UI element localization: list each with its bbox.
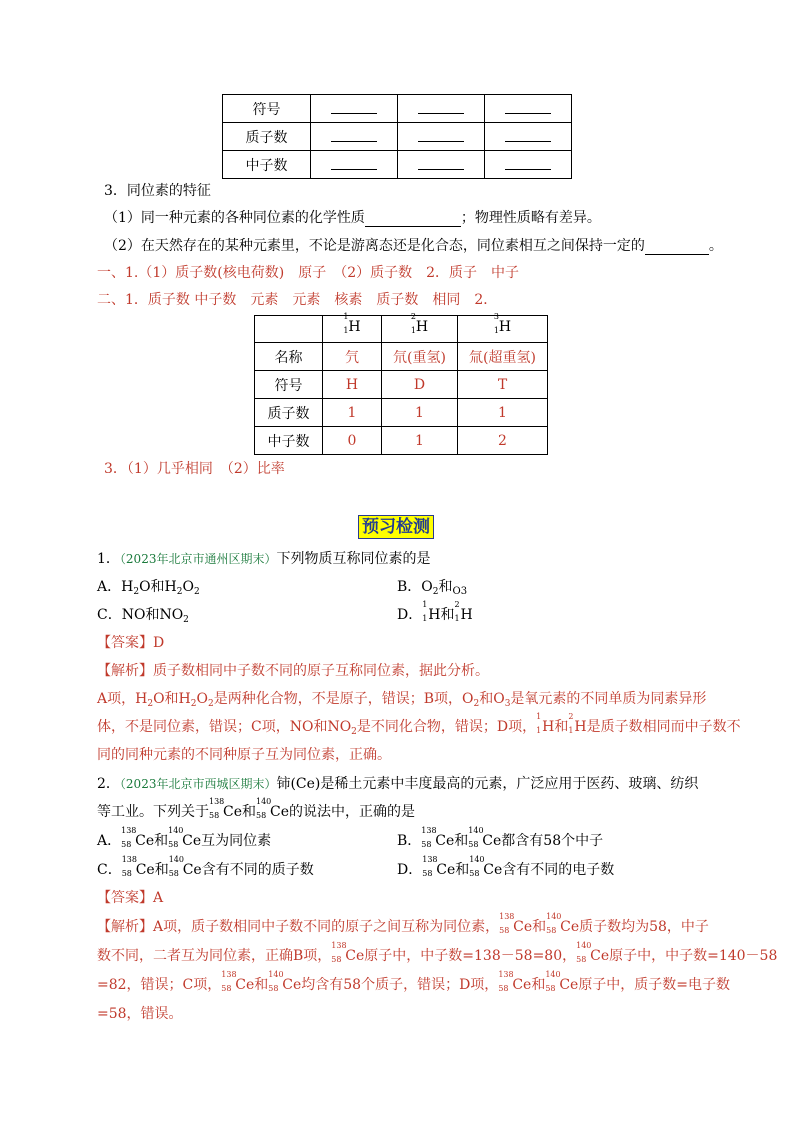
- q2-answer: 【答案】A: [97, 890, 164, 906]
- blank: [365, 212, 461, 227]
- q2-source: （2023年北京市西城区期末）: [119, 777, 277, 791]
- answer-line-1: 一、1.（1）质子数(核电荷数) 原子 （2）质子数 2．质子 中子: [97, 265, 520, 281]
- section3-item1: [104, 207, 601, 227]
- q1-stem: 1．（2023年北京市通州区期末）下列物质互称同位素的是: [97, 551, 431, 567]
- q1-source: （2023年北京市通州区期末）: [119, 552, 277, 566]
- q1-analysis-line-2: 体，不是同位素，错误；C项，NO和$NO_2$是不同化合物，错误；D项， 1 1 H和 2 1 H是质子数相同而中子数不: [97, 712, 741, 737]
- q2-analysis-line-3: =82，错误；C项， 138 58 Ce和 140 58 Ce均含有58个质子，错误；D项， 138 58 Ce和 140 58 Ce原子中，质子数=电子数: [97, 970, 731, 993]
- cell: 1: [382, 399, 458, 427]
- blank: [505, 99, 551, 114]
- cell: T: [458, 371, 548, 399]
- section-title: 预习检测: [358, 515, 434, 539]
- q2-option-a: A． 138 58 Ce和 140 58 Ce互为同位素: [97, 826, 272, 849]
- q2-analysis-line-1: 【解析】A项，质子数相同中子数不同的原子之间互称为同位素， 138 58 Ce和 140 58 Ce质子数均为58，中子: [97, 912, 709, 935]
- item2-suffix: 。: [708, 238, 723, 254]
- q2-option-b: B． 138 58 Ce和 140 58 Ce都含有58个中子: [397, 826, 604, 849]
- blank: [418, 99, 464, 114]
- cell: D: [382, 371, 458, 399]
- table-row-label: 质子数: [223, 123, 311, 151]
- q2-stem-2: 等工业。下列关于 138 58 Ce和 140 58 Ce的说法中，正确的是: [97, 797, 415, 820]
- q2-stem-1: 2．（2023年北京市西城区期末）铈(Ce)是稀土元素中丰度最高的元素，广泛应用于医药、玻璃、纺织: [97, 776, 699, 792]
- row-label: 质子数: [255, 399, 323, 427]
- cell: 1: [382, 427, 458, 455]
- cell: 1: [323, 399, 382, 427]
- top-isotope-blank-table: [222, 94, 572, 179]
- item1-prefix: （1）同一种元素的各种同位素的化学性质: [104, 210, 365, 226]
- q1-option-d: D． 1 1 H和 2 1 H: [397, 600, 473, 623]
- q1-option-c: C．NO和$NO_2$: [97, 607, 189, 625]
- isotope-answer-table: [254, 312, 548, 455]
- q1-analysis-line-1: A项，$H_2O$和$H_2O_2$是两种化合物，不是原子，错误；B项，$O_2$和$O_3$是氧元素的不同单质为同素异形: [97, 691, 707, 709]
- item2-prefix: （2）在天然存在的某种元素里，不论是游离态还是化合态，同位素相互之间保持一定的: [104, 238, 645, 254]
- q1-analysis-line-3: 同的同种元素的不同种原子互为同位素，正确。: [97, 747, 391, 763]
- q2-option-d: D． 138 58 Ce和 140 58 Ce含有不同的电子数: [397, 855, 615, 878]
- cell: 氘(重氢): [382, 343, 458, 371]
- cell: 氕: [323, 343, 382, 371]
- row-label: 中子数: [255, 427, 323, 455]
- blank: [645, 240, 709, 255]
- answer-line-2: 二、1．质子数 中子数 元素 元素 核素 质子数 相同 2．: [97, 292, 498, 308]
- item1-suffix: ；物理性质略有差异。: [460, 210, 601, 226]
- blank: [418, 155, 464, 170]
- header-h3: 3 1 H: [458, 316, 548, 343]
- blank: [331, 99, 377, 114]
- blank: [331, 127, 377, 142]
- q1-option-a: A．$H_2O$和$H_2O_2$: [97, 579, 200, 597]
- row-label: 符号: [255, 371, 323, 399]
- answer-line-3: 3．（1）几乎相同 （2）比率: [104, 461, 285, 477]
- blank: [505, 155, 551, 170]
- cell: 氚(超重氢): [458, 343, 548, 371]
- cell: 0: [323, 427, 382, 455]
- row-label: 名称: [255, 343, 323, 371]
- blank: [331, 155, 377, 170]
- header-h2: 2 1 H: [382, 316, 458, 343]
- cell: H: [323, 371, 382, 399]
- section3-heading: 3．同位素的特征: [104, 183, 211, 199]
- q2-option-c: C． 138 58 Ce和 140 58 Ce含有不同的质子数: [97, 855, 314, 878]
- q2-analysis-line-2: 数不同，二者互为同位素，正确B项， 138 58 Ce原子中，中子数=138－58=80， 140 58 Ce原子中，中子数=140－58: [97, 941, 778, 964]
- table-row-label: 中子数: [223, 151, 311, 179]
- q1-answer: 【答案】D: [97, 635, 165, 651]
- cell: 2: [458, 427, 548, 455]
- table-row-label: 符号: [223, 95, 311, 123]
- blank: [418, 127, 464, 142]
- q1-option-b: B．$O_2$和$_{O3}$: [397, 579, 468, 597]
- header-h1: 1 1 H: [323, 316, 382, 343]
- cell: 1: [458, 399, 548, 427]
- q2-analysis-line-4: =58，错误。: [97, 1006, 183, 1022]
- section3-item2: [104, 235, 723, 255]
- q1-analysis: 【解析】质子数相同中子数不同的原子互称同位素，据此分析。: [97, 663, 489, 679]
- blank: [505, 127, 551, 142]
